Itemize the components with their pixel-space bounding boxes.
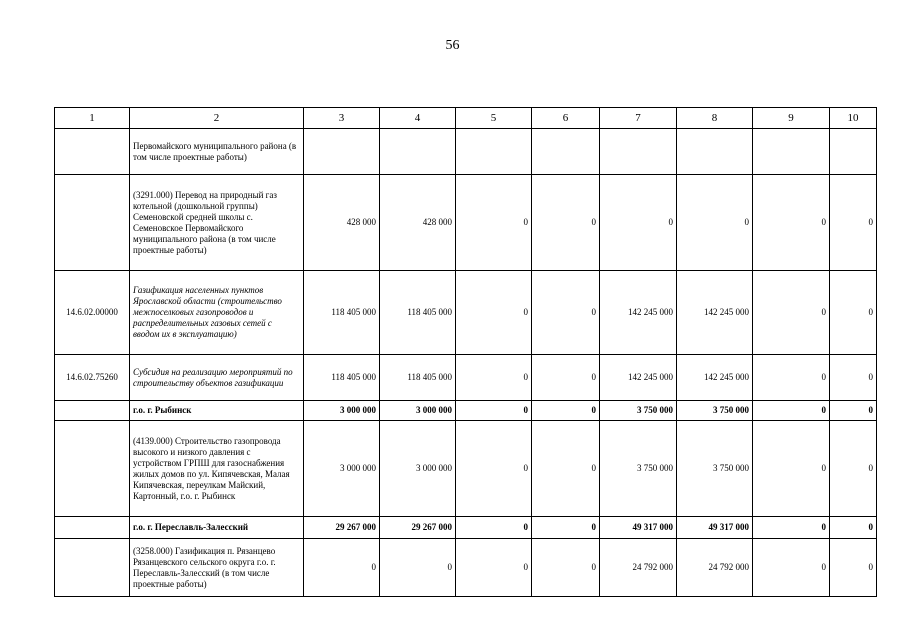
amount-cell: 0: [532, 355, 600, 401]
amount-cell: 0: [830, 401, 877, 421]
budget-code-cell: 14.6.02.00000: [55, 271, 130, 355]
amount-cell: 142 245 000: [600, 355, 677, 401]
amount-cell: 118 405 000: [380, 271, 456, 355]
amount-cell: 0: [456, 517, 532, 539]
description-cell: (4139.000) Строительство газопровода высокого и низкого давления с устройством ГРПШ для газоснабжения жилых домов по ул. Кипячевская, Малая Кипячевская, переулкам Майский, Картонный, г.о. г. Рыбинск: [130, 421, 304, 517]
description-cell: (3258.000) Газификация п. Рязанцево Рязанцевского сельского округа г.о. г. Переславль-Залесский (в том числе проектные работы): [130, 539, 304, 597]
amount-cell: 0: [532, 271, 600, 355]
amount-cell: 0: [380, 539, 456, 597]
amount-cell: 0: [753, 175, 830, 271]
amount-cell: 49 317 000: [600, 517, 677, 539]
table-row: [55, 355, 877, 401]
budget-code-cell: [55, 129, 130, 175]
amount-cell: 0: [532, 517, 600, 539]
amount-cell: 0: [677, 175, 753, 271]
amount-cell: 0: [304, 539, 380, 597]
amount-cell: 0: [532, 539, 600, 597]
amount-cell: 0: [830, 271, 877, 355]
budget-code-cell: [55, 421, 130, 517]
description-cell: Субсидия на реализацию мероприятий по строительству объектов газификации: [130, 355, 304, 401]
amount-cell: 0: [456, 401, 532, 421]
amount-cell: 118 405 000: [304, 355, 380, 401]
description-cell: Газификация населенных пунктов Ярославской области (строительство межпоселковых газопроводов и распределительных газовых сетей с вводом их в эксплуатацию): [130, 271, 304, 355]
amount-cell: 3 000 000: [304, 401, 380, 421]
column-header: 5: [456, 108, 532, 129]
table-row: [55, 517, 877, 539]
amount-cell: 0: [532, 401, 600, 421]
table-row: [55, 175, 877, 271]
amount-cell: 118 405 000: [304, 271, 380, 355]
amount-cell: 428 000: [380, 175, 456, 271]
column-header: 9: [753, 108, 830, 129]
column-header: 4: [380, 108, 456, 129]
description-cell: Первомайского муниципального района (в том числе проектные работы): [130, 129, 304, 175]
column-header: 2: [130, 108, 304, 129]
amount-cell: 0: [456, 539, 532, 597]
amount-cell: 0: [456, 355, 532, 401]
amount-cell: 0: [830, 175, 877, 271]
amount-cell: 0: [830, 355, 877, 401]
amount-cell: [380, 129, 456, 175]
column-header: 1: [55, 108, 130, 129]
amount-cell: 29 267 000: [380, 517, 456, 539]
amount-cell: 0: [753, 539, 830, 597]
budget-code-cell: [55, 539, 130, 597]
amount-cell: [532, 129, 600, 175]
budget-code-cell: [55, 401, 130, 421]
table-header-row: [55, 108, 877, 129]
page-number: 56: [445, 38, 460, 53]
amount-cell: 0: [456, 421, 532, 517]
amount-cell: 142 245 000: [600, 271, 677, 355]
description-cell: г.о. г. Переславль-Залесский: [130, 517, 304, 539]
amount-cell: 0: [532, 421, 600, 517]
amount-cell: 3 000 000: [380, 421, 456, 517]
amount-cell: [304, 129, 380, 175]
amount-cell: 24 792 000: [600, 539, 677, 597]
amount-cell: 3 750 000: [600, 401, 677, 421]
amount-cell: 0: [753, 271, 830, 355]
amount-cell: 0: [456, 175, 532, 271]
amount-cell: 3 750 000: [677, 421, 753, 517]
amount-cell: 0: [600, 175, 677, 271]
amount-cell: [456, 129, 532, 175]
budget-table: [54, 107, 877, 597]
amount-cell: 0: [830, 539, 877, 597]
amount-cell: 3 000 000: [380, 401, 456, 421]
description-cell: (3291.000) Перевод на природный газ котельной (дошкольной группы) Семеновской средней школы с. Семеновское Первомайского муниципального района (в том числе проектные работы): [130, 175, 304, 271]
amount-cell: [753, 129, 830, 175]
column-header: 6: [532, 108, 600, 129]
budget-code-cell: [55, 175, 130, 271]
table-row: [55, 401, 877, 421]
description-cell: г.о. г. Рыбинск: [130, 401, 304, 421]
amount-cell: 428 000: [304, 175, 380, 271]
amount-cell: 24 792 000: [677, 539, 753, 597]
table-row: [55, 539, 877, 597]
column-header: 10: [830, 108, 877, 129]
amount-cell: 0: [753, 401, 830, 421]
amount-cell: 29 267 000: [304, 517, 380, 539]
table-row: [55, 421, 877, 517]
column-header: 3: [304, 108, 380, 129]
amount-cell: 3 750 000: [600, 421, 677, 517]
amount-cell: 118 405 000: [380, 355, 456, 401]
amount-cell: 49 317 000: [677, 517, 753, 539]
amount-cell: [677, 129, 753, 175]
amount-cell: [600, 129, 677, 175]
amount-cell: 142 245 000: [677, 355, 753, 401]
amount-cell: 3 000 000: [304, 421, 380, 517]
amount-cell: 0: [532, 175, 600, 271]
amount-cell: 0: [456, 271, 532, 355]
amount-cell: 0: [753, 517, 830, 539]
amount-cell: 3 750 000: [677, 401, 753, 421]
amount-cell: [830, 129, 877, 175]
budget-code-cell: [55, 517, 130, 539]
column-header: 8: [677, 108, 753, 129]
amount-cell: 142 245 000: [677, 271, 753, 355]
table-row: [55, 129, 877, 175]
column-header: 7: [600, 108, 677, 129]
budget-code-cell: 14.6.02.75260: [55, 355, 130, 401]
table-row: [55, 271, 877, 355]
amount-cell: 0: [830, 421, 877, 517]
amount-cell: 0: [830, 517, 877, 539]
amount-cell: 0: [753, 421, 830, 517]
amount-cell: 0: [753, 355, 830, 401]
